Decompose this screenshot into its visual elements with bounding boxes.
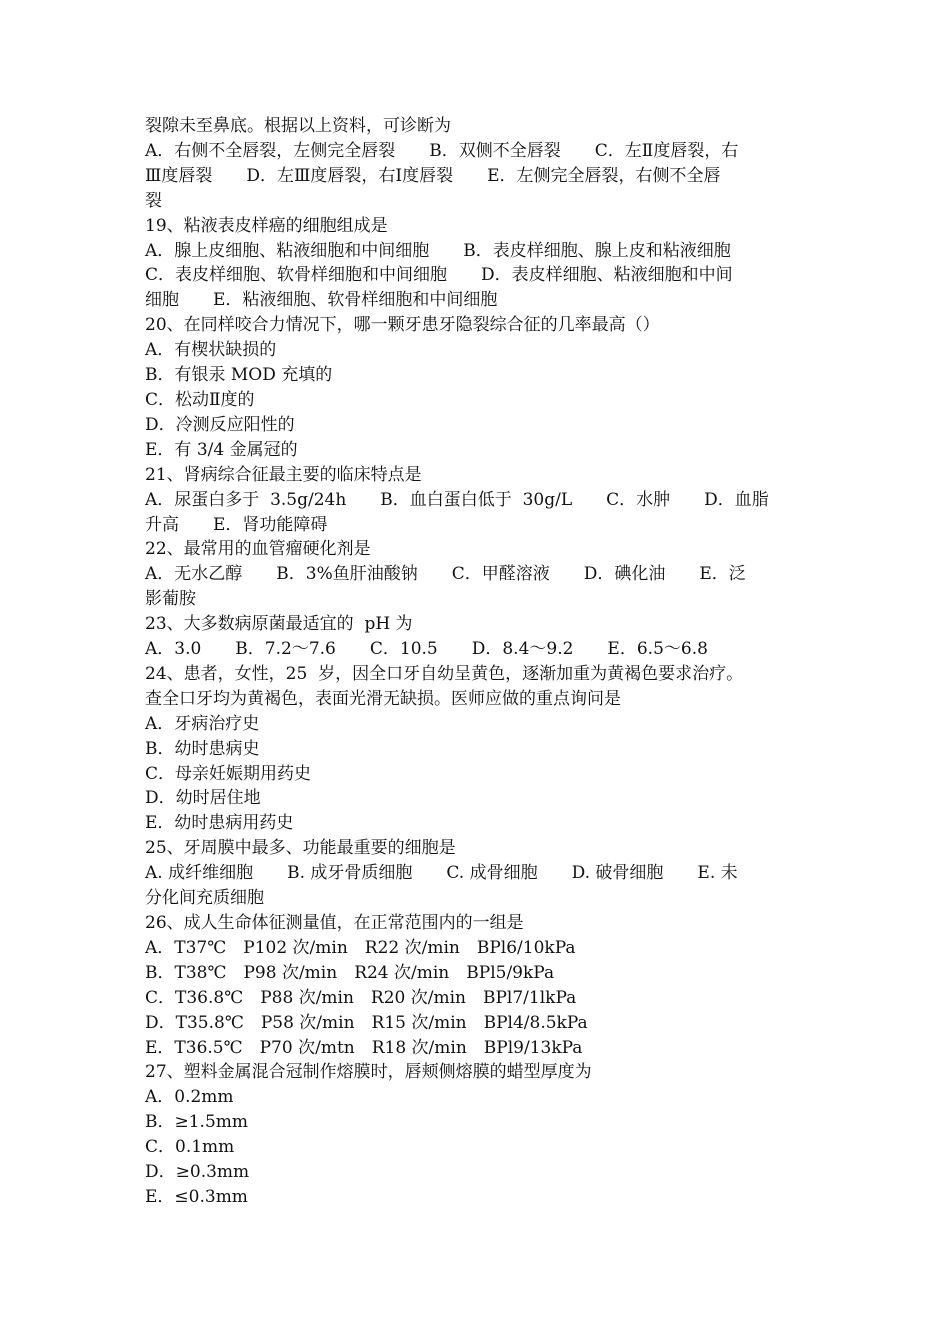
text-line: 升高 E．肾功能障碍 (145, 514, 328, 535)
question-19: 19、粘液表皮样癌的细胞组成是 (145, 215, 388, 236)
text-line: C．T36.8℃ P88 次/min R20 次/min BPl7/1lkPa (145, 987, 577, 1008)
text-line: C．表皮样细胞、软骨样细胞和中间细胞 D．表皮样细胞、粘液细胞和中间 (145, 265, 733, 286)
text-line: E．有 3/4 金属冠的 (145, 439, 298, 460)
question-24: 24、患者，女性，25 岁，因全口牙自幼呈黄色，逐渐加重为黄褐色要求治疗。 (145, 663, 744, 684)
text-line: A．无水乙醇 B．3%鱼肝油酸钠 C．甲醛溶液 D．碘化油 E．泛 (145, 564, 746, 585)
text-line: E．≤0.3mm (145, 1186, 248, 1207)
question-22: 22、最常用的血管瘤硬化剂是 (145, 539, 371, 560)
document-page (145, 114, 810, 1210)
text-line: A．T37℃ P102 次/min R22 次/min BPl6/10kPa (145, 937, 576, 958)
text-line: A. 成纤维细胞 B. 成牙骨质细胞 C. 成骨细胞 D. 破骨细胞 E. 未 (145, 863, 738, 884)
text-line: D．≥0.3mm (145, 1162, 250, 1183)
text-line: 细胞 E．粘液细胞、软骨样细胞和中间细胞 (145, 290, 498, 311)
text-line: 查全口牙均为黄褐色，表面光滑无缺损。医师应做的重点询问是 (145, 688, 621, 709)
text-line: B．≥1.5mm (145, 1112, 249, 1133)
question-27: 27、塑料金属混合冠制作熔膜时，唇颊侧熔膜的蜡型厚度为 (145, 1062, 592, 1083)
text-line: Ⅲ度唇裂 D．左Ⅲ度唇裂，右Ⅰ度唇裂 E．左侧完全唇裂，右侧不全唇 (145, 165, 721, 186)
text-line: D．T35.8℃ P58 次/min R15 次/min BPl4/8.5kPa (145, 1012, 588, 1033)
text-line: 裂隙未至鼻底。根据以上资料，可诊断为 (145, 116, 451, 136)
text-line: A．3.0 B．7.2～7.6 C．10.5 D．8.4～9.2 E．6.5～6.8 (145, 639, 708, 660)
text-line: A．腺上皮细胞、粘液细胞和中间细胞 B．表皮样细胞、腺上皮和粘液细胞 (145, 240, 731, 261)
text-line: A．有楔状缺损的 (145, 340, 277, 361)
text-line: A．尿蛋白多于 3.5g/24h B．血白蛋白低于 30g/L C．水肿 D．血脂 (145, 489, 769, 510)
question-21: 21、肾病综合征最主要的临床特点是 (145, 464, 422, 485)
question-25: 25、牙周膜中最多、功能最重要的细胞是 (145, 838, 456, 859)
text-line: A．牙病治疗史 (145, 713, 260, 734)
text-line: D．冷测反应阳性的 (145, 414, 295, 435)
text-line: B．有银汞 MOD 充填的 (145, 365, 333, 386)
text-line: C．松动Ⅱ度的 (145, 389, 255, 410)
text-line: 影葡胺 (145, 589, 196, 610)
text-line: E．T36.5℃ P70 次/mtn R18 次/min BPl9/13kPa (145, 1037, 583, 1058)
text-line: A．0.2mm (145, 1087, 234, 1108)
text-line: C．母亲妊娠期用药史 (145, 763, 312, 784)
text-line: C．0.1mm (145, 1137, 235, 1158)
text-line: D．幼时居住地 (145, 788, 261, 809)
text-line: 裂 (145, 190, 162, 211)
question-20: 20、在同样咬合力情况下，哪一颗牙患牙隐裂综合征的几率最高（） (145, 315, 660, 336)
question-26: 26、成人生命体征测量值，在正常范围内的一组是 (145, 913, 524, 933)
text-line: B．T38℃ P98 次/min R24 次/min BPl5/9kPa (145, 962, 555, 983)
text-line: E．幼时患病用药史 (145, 813, 294, 834)
text-line: A．右侧不全唇裂，左侧完全唇裂 B．双侧不全唇裂 C．左Ⅱ度唇裂，右 (145, 140, 739, 161)
text-line: B．幼时患病史 (145, 738, 260, 759)
question-23: 23、大多数病原菌最适宜的 pH 为 (145, 614, 413, 635)
text-line: 分化间充质细胞 (145, 888, 264, 909)
